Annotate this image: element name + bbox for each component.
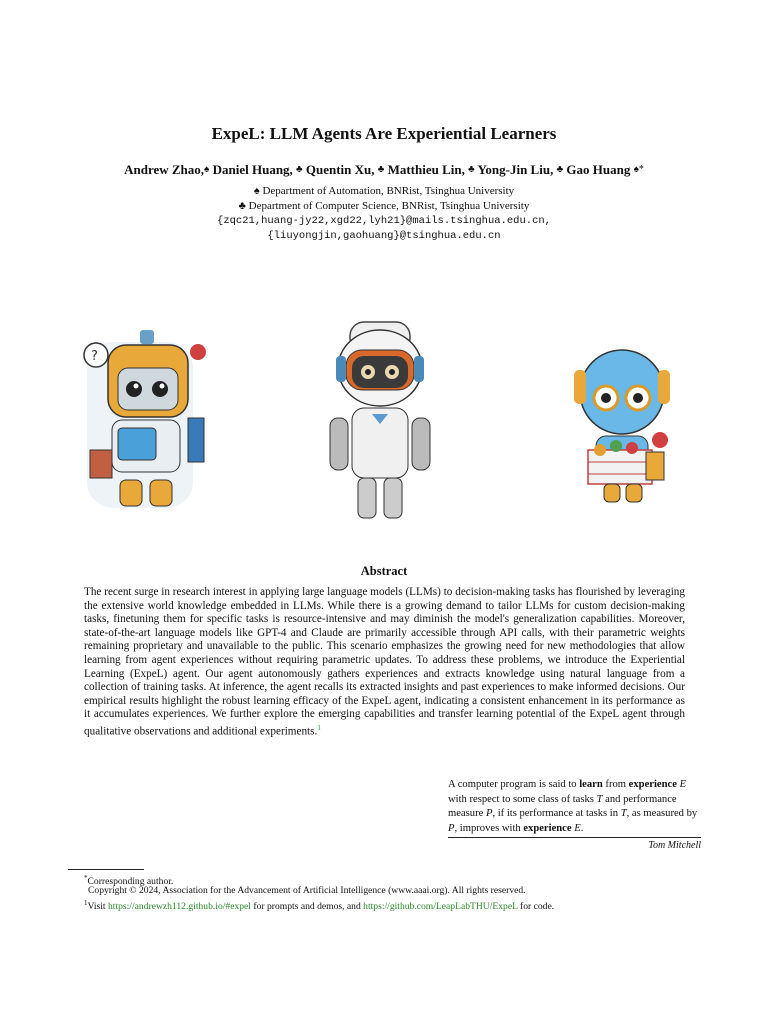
footnote-links	[84, 897, 554, 913]
quote-math: P	[485, 808, 493, 820]
author-name: Matthieu Lin,	[387, 162, 465, 177]
quote-text: , as measured by	[626, 808, 698, 820]
quote-text: and performance measure	[448, 793, 677, 820]
quote-math: T	[620, 808, 627, 820]
affiliation-cs: ♣ Department of Computer Science, BNRist, Tsinghua University	[238, 200, 530, 212]
footnote-text: Corresponding author.	[87, 876, 174, 888]
affiliation-mark: ♣	[377, 164, 385, 175]
footnote-mark: 1	[84, 899, 88, 907]
affiliation-automation: ♠ Department of Automation, BNRist, Tsinghua University	[253, 185, 515, 197]
paper-title: ExpeL: LLM Agents Are Experiential Learners	[211, 124, 557, 143]
abstract-text: The recent surge in research interest in applying large language models (LLMs) to decision-making tasks has flourished by leveraging the extensive world knowledge embedded in LLMs. While there is a growing demand to tailor LLMs for custom decision-making tasks, finetuning them for specific tasks is resource-intensive and may diminish the model's generalization capabilities. Moreover, state-of-the-art language models like GPT-4 and Claude are primarily accessible through API calls, with their parametric weights remaining proprietary and unavailable to the public. This scenario emphasizes the growing need for new methodologies that allow learning from agent experiences without requiring parametric updates. To address these problems, we introduce the Experiential Learning (ExpeL) agent. Our agent autonomously gathers experiences and extracts knowledge using natural language from a collection of training tasks. At inference, the agent recalls its extracted insights and past experiences to make informed decisions. Our empirical results highlight the robust learning efficacy of the ExpeL agent, indicating a consistent enhancement in its performance as it accumulates experiences. We further explore the emerging capabilities and transfer learning potential of the ExpeL agent through qualitative observations and additional experiments.	[84, 586, 685, 738]
quote-emphasis: learn	[579, 779, 603, 790]
author-name: Quentin Xu,	[305, 162, 375, 177]
quote-math: E	[574, 822, 581, 834]
author-name: Daniel Huang,	[212, 162, 293, 177]
footnote-text: for code.	[517, 901, 555, 913]
svg-text:?: ?	[91, 349, 98, 364]
epigraph-quote	[448, 778, 703, 836]
author-name: Yong-Jin Liu,	[477, 162, 554, 177]
quote-text: A computer program is said to	[448, 779, 580, 790]
affiliation-mark: ♣	[556, 164, 564, 175]
quote-text: , improves with	[454, 822, 524, 834]
code-link[interactable]: https://github.com/LeapLabTHU/ExpeL	[363, 901, 518, 913]
quote-emphasis: experience	[628, 779, 677, 790]
quote-emphasis: experience	[523, 822, 572, 834]
quote-text: , if its performance at tasks in	[492, 808, 621, 820]
author-name: Gao Huang	[566, 162, 631, 177]
quote-math: T	[596, 793, 603, 805]
footnote-text: Visit	[87, 901, 108, 913]
quote-text: .	[580, 822, 584, 834]
demo-link[interactable]: https://andrewzh112.github.io/#expel	[107, 901, 251, 913]
affiliation-mark: ♠	[204, 164, 210, 175]
robot-left-icon	[84, 330, 206, 510]
quote-text: from	[602, 779, 629, 790]
robot-right-icon	[574, 350, 670, 502]
abstract-body	[84, 586, 685, 739]
footnote-mark: *	[84, 874, 88, 882]
quote-math: P	[448, 822, 455, 834]
robot-illustrations	[0, 300, 768, 530]
affiliation-mark: ♣	[296, 164, 303, 175]
quote-text: with respect to some class of tasks	[448, 793, 597, 805]
robot-middle-icon	[330, 322, 430, 518]
quote-divider	[448, 837, 701, 838]
affiliation-mark: ♣	[468, 164, 475, 175]
quote-math: E	[679, 779, 687, 790]
email-line: {zqc21,huang-jy22,xgd22,lyh21}@mails.tsinghua.edu.cn,	[217, 215, 551, 227]
footnote-ref[interactable]: 1	[317, 723, 321, 732]
quote-attribution: Tom Mitchell	[648, 840, 701, 851]
affiliation-mark: ♠*	[633, 164, 644, 175]
author-name: Andrew Zhao,	[124, 162, 205, 177]
email-line: {liuyongjin,gaohuang}@tsinghua.edu.cn	[267, 230, 501, 242]
abstract-heading: Abstract	[360, 564, 408, 578]
footnote-divider	[68, 869, 144, 870]
author-list	[0, 162, 768, 178]
footnote-text: for prompts and demos, and	[250, 901, 364, 913]
footnote-copyright: Copyright © 2024, Association for the Advancement of Artificial Intelligence (www.aaai.org). All rights reserved.	[88, 885, 526, 896]
